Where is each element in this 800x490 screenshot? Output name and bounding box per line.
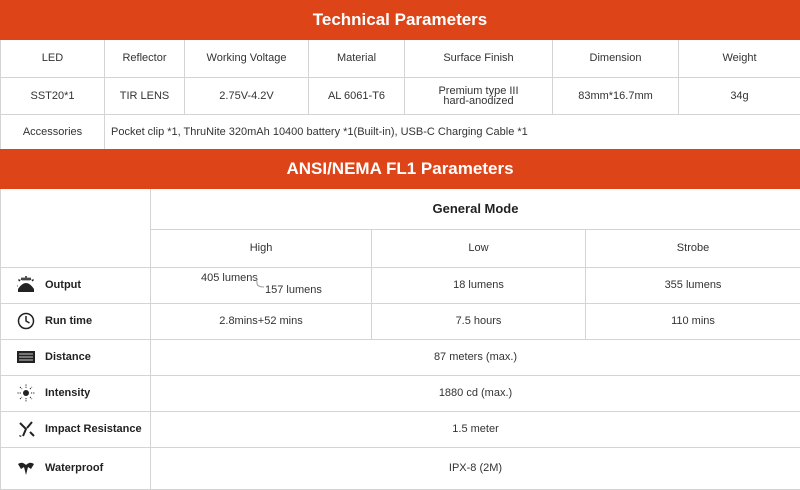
output-icon [17,276,35,294]
tech-header-row [1,40,800,77]
value-working-voltage: 2.75V-4.2V [185,77,309,114]
intensity-label: Intensity [45,387,90,399]
impact-resistance-row [1,411,800,447]
value-dimension: 83mm*16.7mm [553,77,679,114]
distance-value: 87 meters (max.) [151,339,800,375]
empty-corner-cell [1,189,151,267]
ansi-parameters-title: ANSI/NEMA FL1 Parameters [0,149,800,189]
value-led: SST20*1 [1,77,105,114]
distance-label: Distance [45,351,91,363]
mode-low: Low [372,229,586,267]
distance-icon [17,348,35,366]
general-mode-row [1,189,800,229]
header-reflector: Reflector [105,40,185,77]
stepdown-curve-icon [251,275,265,289]
technical-parameters-title: Technical Parameters [0,0,800,40]
general-mode-header: General Mode [151,189,800,229]
runtime-low: 7.5 hours [372,303,586,339]
output-high-cell [151,267,372,303]
header-dimension: Dimension [553,40,679,77]
output-low: 18 lumens [372,267,586,303]
runtime-label: Run time [45,315,92,327]
header-working-voltage: Working Voltage [185,40,309,77]
waterproof-value: IPX-8 (2M) [151,447,800,489]
runtime-strobe: 110 mins [586,303,800,339]
header-weight: Weight [679,40,800,77]
output-high-stepdown: 157 lumens [265,284,322,296]
runtime-high: 2.8mins+52 mins [151,303,372,339]
intensity-icon [17,384,35,402]
distance-row [1,339,800,375]
header-material: Material [309,40,405,77]
impact-icon [17,420,35,438]
accessories-label: Accessories [1,114,105,149]
value-material: AL 6061-T6 [309,77,405,114]
value-weight: 34g [679,77,800,114]
intensity-value: 1880 cd (max.) [151,375,800,411]
value-reflector: TIR LENS [105,77,185,114]
value-surface-finish: Premium type III hard-anodized [405,77,553,114]
output-high-initial: 405 lumens [201,272,258,284]
output-row [1,267,800,303]
waterproof-label: Waterproof [45,462,103,474]
mode-high: High [151,229,372,267]
clock-icon [17,312,35,330]
output-strobe: 355 lumens [586,267,800,303]
accessories-value: Pocket clip *1, ThruNite 320mAh 10400 battery *1(Built-in), USB-C Charging Cable *1 [105,114,800,149]
ansi-parameters-table [0,189,800,490]
impact-resistance-label: Impact Resistance [45,423,142,435]
technical-parameters-table [0,40,800,150]
tech-accessories-row [1,114,800,149]
tech-values-row [1,77,800,114]
header-surface-finish: Surface Finish [405,40,553,77]
header-led: LED [1,40,105,77]
waterproof-icon [17,459,35,477]
impact-resistance-value: 1.5 meter [151,411,800,447]
output-label: Output [45,279,81,291]
runtime-row [1,303,800,339]
intensity-row [1,375,800,411]
mode-strobe: Strobe [586,229,800,267]
